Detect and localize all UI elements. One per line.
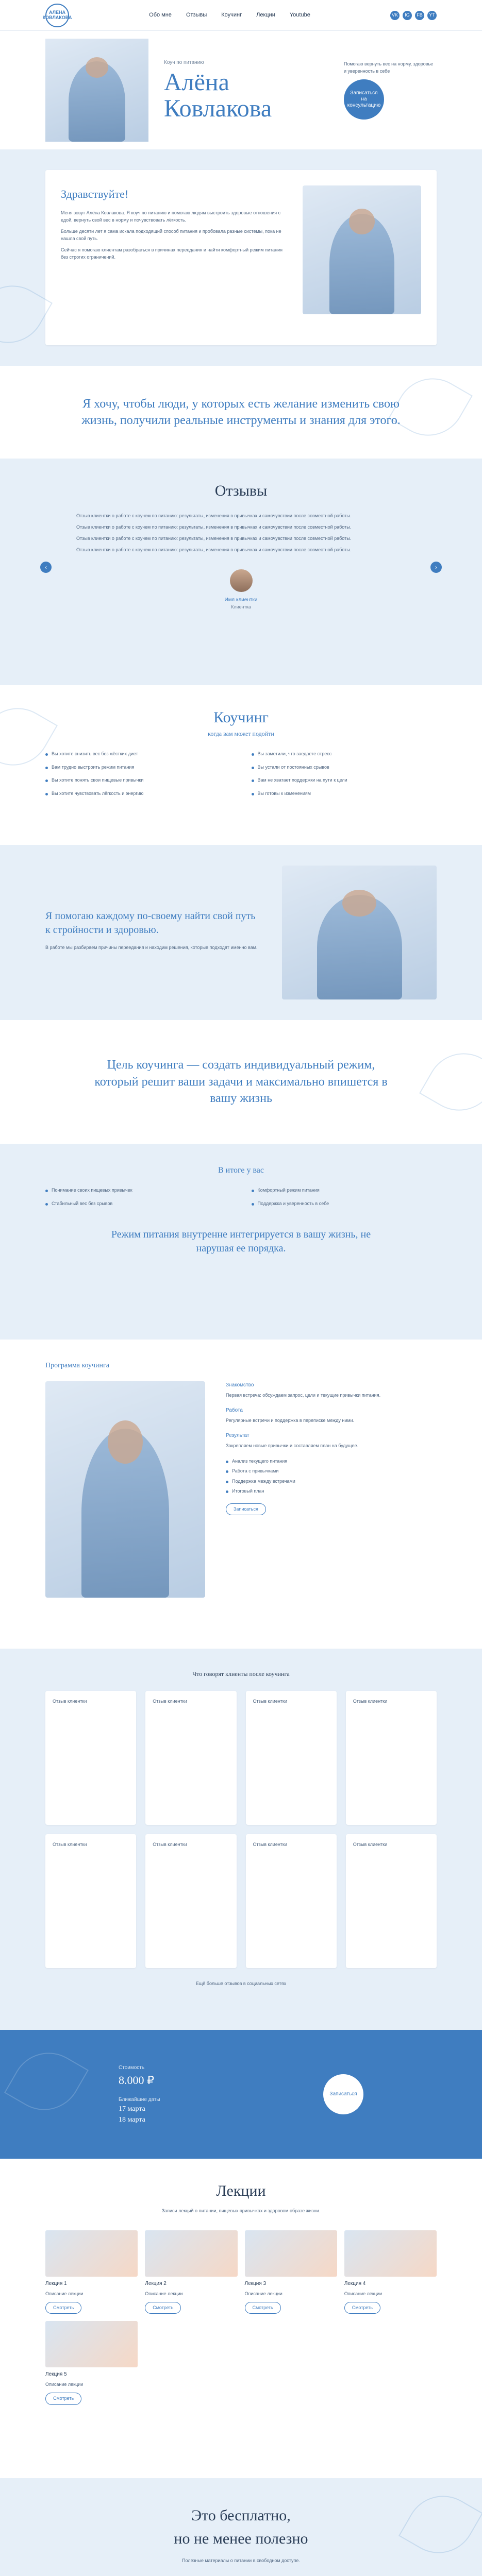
about-photo [303,185,421,314]
feedback-card [246,1691,337,1825]
lectures-grid [45,2230,437,2405]
mission-section [0,366,482,459]
list-item: Вам трудно выстроить режим питания [45,764,231,771]
help-quote: Я помогаю каждому по-своему найти свой путь к стройности и здоровью. [45,910,256,936]
review-author-role: Клиентка [231,604,251,609]
program-step-title: Результат [226,1432,250,1438]
lecture-thumbnail [45,2321,138,2367]
feedback-card [246,1834,337,1968]
lectures-section [0,2159,482,2478]
review-text: Отзыв клиентки о работе с коучем по питанию: результаты, изменения в привычках и самочувствии после совместной работы. [76,535,352,541]
mission-quote: Я хочу, чтобы люди, у которых есть желание изменить свою жизнь, получили реальные инструменты и знания для этого. [81,397,401,427]
feedback-card [346,1834,437,1968]
feedback-text: Отзыв клиентки [53,1842,87,1847]
lecture-watch-button[interactable]: Смотреть [344,2302,380,2314]
feedback-card [45,1834,136,1968]
lecture-thumbnail [245,2230,337,2277]
about-paragraph: Больше десяти лет я сама искала подходящий способ питания и пробовала разные системы, пока не нашла свой путь. [61,228,281,241]
purpose-quote: Цель коучинга — создать индивидуальный режим, который решит ваши задачи и максимально впишется в вашу жизнь [94,1058,388,1106]
lecture-title: Лекция 2 [145,2280,167,2286]
coaching-title: Коучинг [213,709,269,726]
hero-title-last: Ковлакова [164,94,272,122]
feedback-card [45,1691,136,1825]
feedback-text: Отзыв клиентки [353,1842,388,1847]
lecture-card[interactable] [45,2230,138,2314]
coaching-subtitle: когда вам может подойти [208,730,274,737]
lecture-description: Описание лекции [244,2291,282,2296]
program-step-title: Работа [226,1407,243,1413]
program-step-title: Знакомство [226,1382,254,1388]
review-text: Отзыв клиентки о работе с коучем по питанию: результаты, изменения в привычках и самочувствии после совместной работы. [76,513,352,518]
hero-title-first: Алёна [164,69,229,96]
help-paragraph: В работе мы разбираем причины переедания и находим решения, которые подходят именно вам. [45,945,258,951]
list-item: Вы заметили, что заедаете стресс [252,751,437,758]
lectures-intro: Записи лекций о питании, пищевых привычках и здоровом образе жизни. [161,2208,321,2213]
instagram-icon[interactable]: IG [403,11,412,20]
about-title: Здравствуйте! [61,188,129,200]
facebook-icon[interactable]: FB [415,11,424,20]
free-text: Полезные материалы о питании в свободном доступе. [182,2558,300,2563]
feedback-text: Отзыв клиентки [253,1842,287,1847]
nav-lectures[interactable]: Лекции [256,12,275,19]
nav-youtube[interactable]: Youtube [289,12,310,19]
lecture-title: Лекция 5 [45,2371,67,2378]
result-list [45,1187,437,1207]
lectures-title: Лекции [216,2182,266,2199]
about-paragraph: Сейчас я помогаю клиентам разобраться в причинах переедания и найти комфортный режим питания без строгих ограничений. [61,247,282,260]
avatar [230,569,253,592]
hero-cta-badge[interactable]: Записаться на консультацию [344,79,384,120]
feedback-text: Отзыв клиентки [353,1699,388,1704]
lecture-thumbnail [45,2230,138,2277]
result-section [0,1144,482,1340]
list-item: Вам не хватает поддержки на пути к цели [252,777,437,784]
logo[interactable] [42,4,72,27]
lecture-thumbnail [145,2230,237,2277]
lecture-watch-button[interactable]: Смотреть [45,2393,81,2405]
youtube-icon[interactable]: YT [427,11,437,20]
list-item: Итоговый план [226,1488,437,1495]
purpose-section [0,1020,482,1144]
date-value: 17 марта [119,2105,145,2113]
nav-reviews[interactable]: Отзывы [186,12,207,19]
list-item: Вы хотите чувствовать лёгкость и энергию [45,790,231,798]
feedback-card [145,1691,236,1825]
lecture-title: Лекция 4 [344,2280,366,2286]
lecture-card[interactable] [45,2321,138,2404]
lecture-card[interactable] [145,2230,237,2314]
lecture-card[interactable] [245,2230,337,2314]
logo-text: АЛЁНА КОВЛАКОВА [42,9,72,20]
hero-side [344,61,437,120]
list-item: Вы готовы к изменениям [252,790,437,798]
list-item: Работа с привычками [226,1468,437,1475]
pricing-section [0,2030,482,2159]
list-item: Комфортный режим питания [252,1187,437,1194]
lecture-watch-button[interactable]: Смотреть [245,2302,281,2314]
list-item: Поддержка и уверенность в себе [252,1200,437,1208]
reviews-prev-button[interactable]: ‹ [40,562,52,573]
list-item: Вы устали от постоянных срывов [252,764,437,771]
feedback-text: Отзыв клиентки [153,1699,187,1704]
feedback-text: Отзыв клиентки [153,1842,187,1847]
result-quote: Режим питания внутренне интегрируется в вашу жизнь, не нарушая ее порядка. [111,1229,371,1254]
reviews-section [0,459,482,685]
lecture-description: Описание лекции [145,2291,183,2296]
changes-title: Что говорят клиенты после коучинга [192,1670,290,1677]
hero-photo [45,39,148,142]
nav-about[interactable]: Обо мне [149,12,172,19]
program-step-text: Регулярные встречи и поддержка в переписке между ними. [226,1417,355,1423]
lecture-description: Описание лекции [45,2291,84,2296]
dates-label: Ближайшие даты [119,2096,160,2103]
review-text: Отзыв клиентки о работе с коучем по питанию: результаты, изменения в привычках и самочувствии после совместной работы. [76,547,352,552]
list-item: Анализ текущего питания [226,1458,437,1465]
program-title: Программа коучинга [45,1362,109,1369]
pricing-signup-badge[interactable]: Записаться [323,2074,363,2114]
program-section [0,1340,482,1649]
list-item: Понимание своих пищевых привычек [45,1187,231,1194]
feedback-card [346,1691,437,1825]
feedback-card [145,1834,236,1968]
feedback-text: Отзыв клиентки [53,1699,87,1704]
result-title: В итоге у вас [218,1166,264,1175]
reviews-title: Отзывы [214,482,268,499]
hero-description: Помогаю вернуть вес на норму, здоровье и уверенность в себе [344,61,434,74]
program-step-text: Первая встреча: обсуждаем запрос, цели и текущие привычки питания. [226,1393,381,1398]
review-author [45,569,437,611]
hero-section [0,31,482,149]
lecture-card[interactable] [344,2230,437,2314]
program-photo [45,1381,205,1598]
changes-note: Ещё больше отзывов в социальных сетях [195,1981,287,1986]
site-header [0,0,482,31]
help-section [0,845,482,1020]
review-author-name: Имя клиентки [224,597,258,603]
changes-section [0,1649,482,2030]
reviews-next-button[interactable]: › [430,562,442,573]
hero-text [164,59,328,122]
free-title-line1: Это бесплатно, [191,2507,291,2524]
lecture-description: Описание лекции [344,2291,383,2296]
lecture-watch-button[interactable]: Смотреть [45,2302,81,2314]
about-card [45,170,437,345]
lecture-description: Описание лекции [45,2382,84,2387]
about-paragraph: Меня зовут Алёна Ковлакова. Я коуч по питанию и помогаю людям выстроить здоровые отношения с едой, вернуть свой вес в норму и почувствовать лёгкость. [61,210,281,223]
free-title-line2: но не менее полезно [174,2530,308,2547]
date-value: 18 марта [119,2115,145,2124]
list-item: Поддержка между встречами [226,1478,437,1485]
list-item: Стабильный вес без срывов [45,1200,231,1208]
coaching-section [0,685,482,845]
lecture-watch-button[interactable]: Смотреть [145,2302,181,2314]
main-nav [149,11,310,20]
feedback-text: Отзыв клиентки [253,1699,287,1704]
lecture-title: Лекция 3 [244,2280,267,2286]
program-step-text: Закрепляем новые привычки и составляем план на будущее. [226,1443,358,1448]
list-item: Вы хотите снизить вес без жёстких диет [45,751,231,758]
coaching-list [45,751,437,797]
review-text: Отзыв клиентки о работе с коучем по питанию: результаты, изменения в привычках и самочувствии после совместной работы. [76,524,352,530]
list-item: Вы хотите понять свои пищевые привычки [45,777,231,784]
price-label: Стоимость [119,2064,145,2071]
free-section [0,2478,482,2576]
lecture-thumbnail [344,2230,437,2277]
lecture-title: Лекция 1 [45,2280,67,2286]
program-signup-button[interactable]: Записаться [226,1503,266,1516]
help-photo [282,866,437,999]
about-section [0,149,482,366]
price-value: 8.000 ₽ [119,2073,154,2087]
hero-subtitle: Коуч по питанию [164,60,204,66]
nav-coaching[interactable]: Коучинг [221,12,242,19]
program-list [226,1458,437,1495]
vk-icon[interactable]: VK [390,11,400,20]
social-links [390,11,437,20]
